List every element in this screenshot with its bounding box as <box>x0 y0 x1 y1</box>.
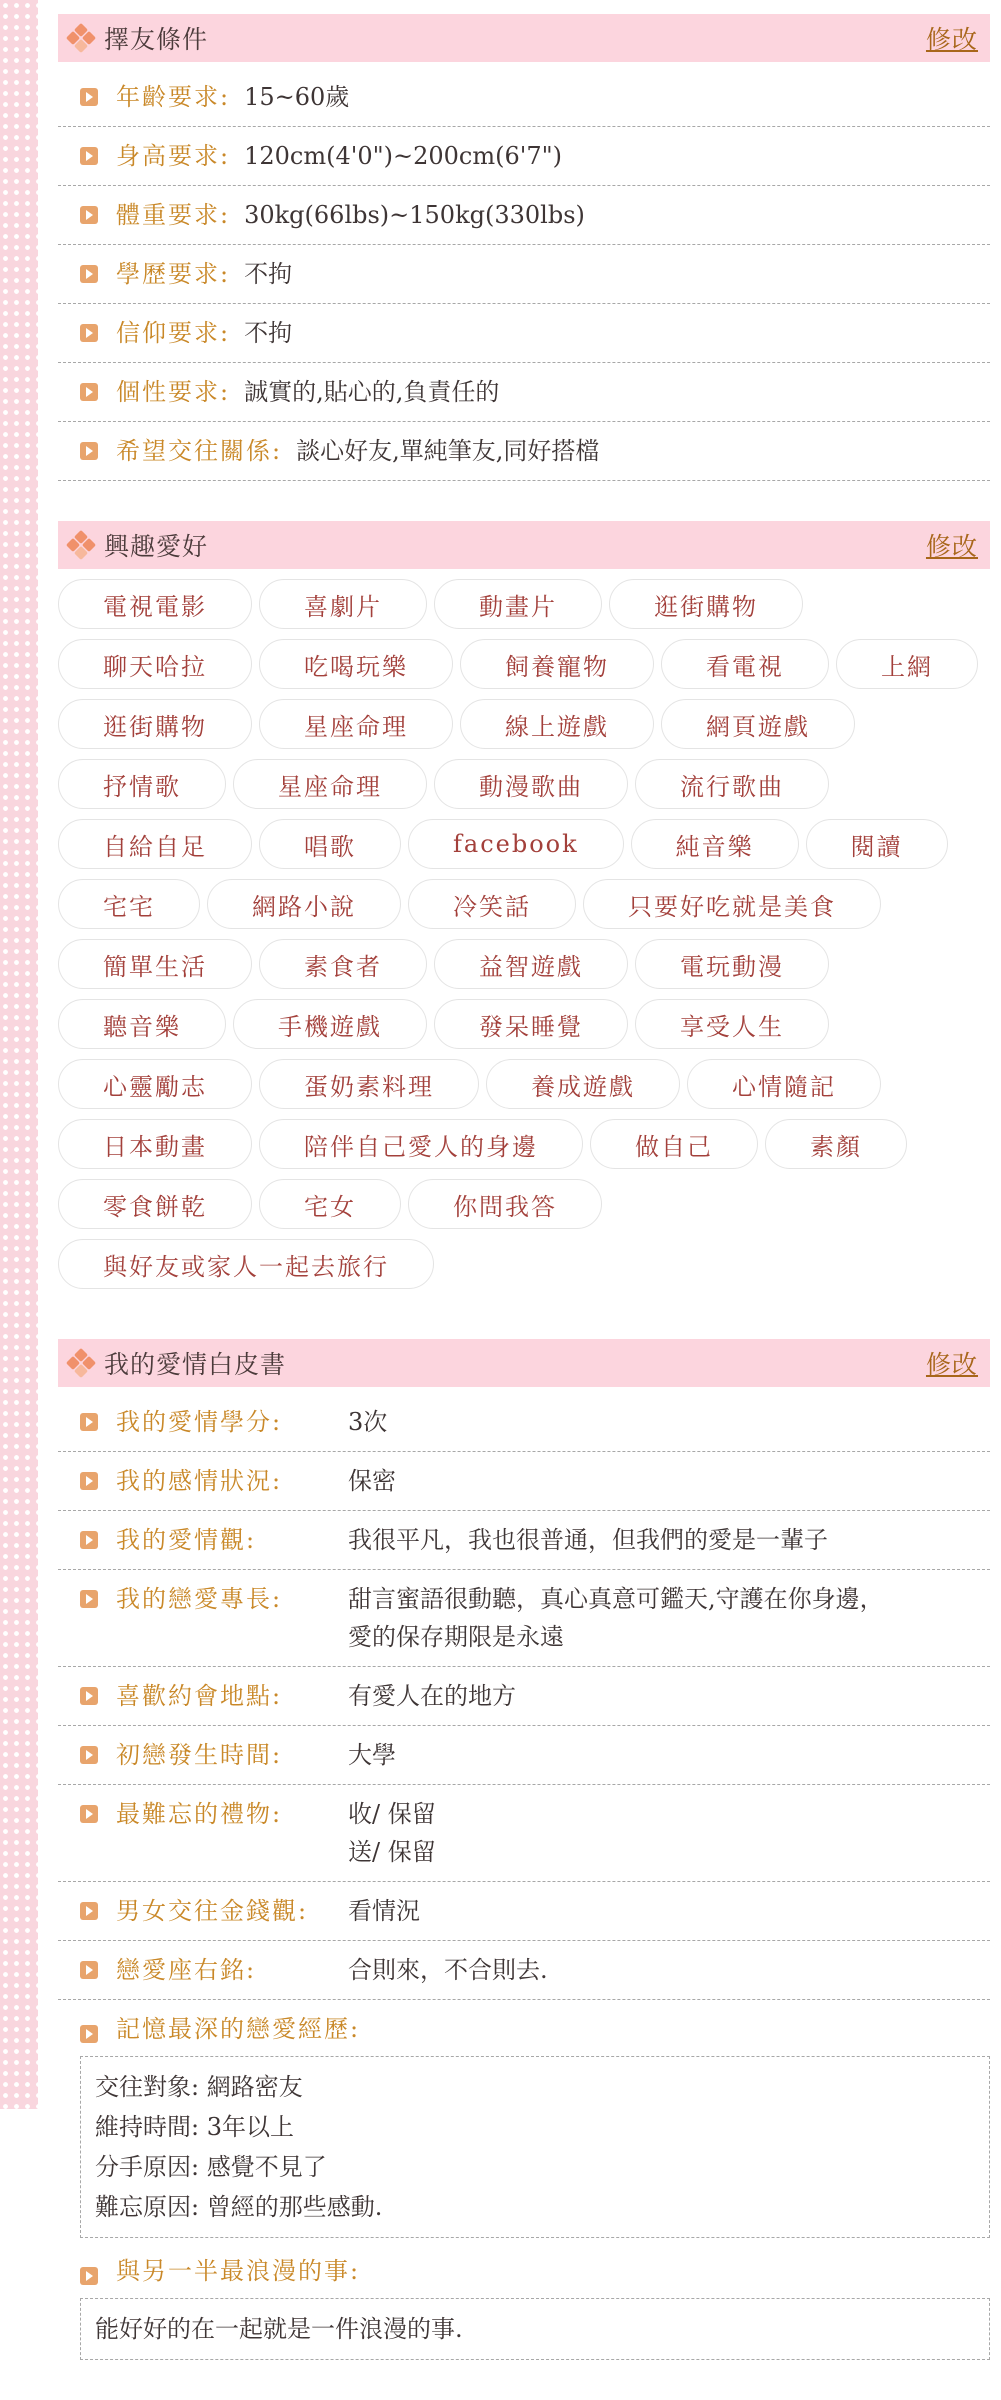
condition-row <box>58 363 990 422</box>
memory-title-row <box>58 2000 990 2056</box>
interest-tags <box>58 569 990 1299</box>
whitepaper-value-line: 大學 <box>348 1741 396 1769</box>
condition-row <box>58 127 990 186</box>
interest-tag[interactable]: 益智遊戲 <box>434 939 628 989</box>
bullet-arrow-icon <box>80 147 98 165</box>
whitepaper-label: 我的愛情觀: <box>116 1526 257 1554</box>
romantic-text: 能好好的在一起就是一件浪漫的事. <box>95 2315 463 2343</box>
memory-line: 維持時間: 3年以上 <box>95 2113 294 2141</box>
whitepaper-value-line: 3次 <box>348 1408 388 1436</box>
bullet-arrow-icon <box>80 2267 98 2285</box>
interest-tag[interactable]: 心靈勵志 <box>58 1059 252 1109</box>
whitepaper-value <box>348 1521 828 1559</box>
section-title: 興趣愛好 <box>104 532 209 561</box>
interest-tag[interactable]: 抒情歌 <box>58 759 226 809</box>
love-whitepaper-rows <box>58 1387 990 2000</box>
interest-tag[interactable]: 心情隨記 <box>687 1059 881 1109</box>
whitepaper-label: 男女交往金錢觀: <box>116 1897 309 1925</box>
whitepaper-row <box>58 1726 990 1785</box>
whitepaper-row <box>58 1393 990 1452</box>
interest-tag[interactable]: 享受人生 <box>635 999 829 1049</box>
love-whitepaper-section <box>58 1339 990 2360</box>
whitepaper-row <box>58 1785 990 1882</box>
flower-icon <box>68 532 94 558</box>
bullet-arrow-icon <box>80 1531 98 1549</box>
interest-tag[interactable]: 上網 <box>836 639 978 689</box>
whitepaper-value <box>348 1403 387 1441</box>
interest-tag[interactable]: 逛街購物 <box>58 699 252 749</box>
bullet-arrow-icon <box>80 206 98 224</box>
condition-row <box>58 186 990 245</box>
interest-tag[interactable]: 宅女 <box>259 1179 401 1229</box>
bullet-arrow-icon <box>80 2025 98 2043</box>
interest-tag[interactable]: 動漫歌曲 <box>434 759 628 809</box>
section-title-wrap <box>68 20 208 56</box>
interest-tag[interactable]: 電視電影 <box>58 579 252 629</box>
condition-label: 體重要求: <box>116 201 231 229</box>
whitepaper-value <box>348 1462 396 1500</box>
condition-row <box>58 68 990 127</box>
bullet-arrow-icon <box>80 1590 98 1608</box>
condition-value: 不拘 <box>244 319 293 347</box>
whitepaper-label: 戀愛座右銘: <box>116 1956 257 1984</box>
edit-link[interactable]: 修改 <box>925 25 978 54</box>
interest-tag[interactable]: 簡單生活 <box>58 939 252 989</box>
memory-line: 交往對象: 網路密友 <box>95 2073 303 2101</box>
condition-row <box>58 304 990 363</box>
interest-tag[interactable]: 養成遊戲 <box>486 1059 680 1109</box>
condition-label: 希望交往關係: <box>116 437 283 465</box>
condition-value: 15~60歲 <box>244 83 350 111</box>
bullet-arrow-icon <box>80 1805 98 1823</box>
bullet-arrow-icon <box>80 324 98 342</box>
whitepaper-row <box>58 1511 990 1570</box>
condition-value: 不拘 <box>244 260 293 288</box>
interest-tag[interactable]: 唱歌 <box>259 819 401 869</box>
interest-tag[interactable]: 聊天哈拉 <box>58 639 252 689</box>
bullet-arrow-icon <box>80 265 98 283</box>
whitepaper-label: 初戀發生時間: <box>116 1741 283 1769</box>
whitepaper-label: 我的戀愛專長: <box>116 1585 283 1613</box>
whitepaper-value-line: 我很平凡，我也很普通，但我們的愛是一輩子 <box>348 1526 828 1554</box>
interest-tag[interactable]: facebook <box>408 819 624 869</box>
interest-tag[interactable]: 線上遊戲 <box>460 699 654 749</box>
condition-label: 年齡要求: <box>116 83 231 111</box>
section-header <box>58 14 990 62</box>
interest-tag[interactable]: 蛋奶素料理 <box>259 1059 479 1109</box>
section-title-wrap <box>68 1345 286 1381</box>
interest-tag[interactable]: 電玩動漫 <box>635 939 829 989</box>
condition-row <box>58 245 990 304</box>
bullet-arrow-icon <box>80 1472 98 1490</box>
section-title-wrap <box>68 527 208 563</box>
interests-section <box>58 521 990 1299</box>
interest-tag[interactable]: 陪伴自己愛人的身邊 <box>259 1119 583 1169</box>
whitepaper-value-line: 保密 <box>348 1467 396 1495</box>
interest-tag[interactable]: 手機遊戲 <box>233 999 427 1049</box>
interest-tag[interactable]: 星座命理 <box>233 759 427 809</box>
memory-box <box>80 2056 990 2238</box>
section-title: 我的愛情白皮書 <box>104 1350 287 1379</box>
interest-tag[interactable]: 喜劇片 <box>259 579 427 629</box>
whitepaper-label: 我的感情狀況: <box>116 1467 283 1495</box>
interest-tag[interactable]: 做自己 <box>590 1119 758 1169</box>
condition-row <box>58 422 990 481</box>
whitepaper-label: 喜歡約會地點: <box>116 1682 283 1710</box>
whitepaper-value-line: 收/ 保留 <box>348 1800 436 1828</box>
whitepaper-value <box>348 1951 548 1989</box>
interest-tag[interactable]: 星座命理 <box>259 699 453 749</box>
profile-content <box>58 0 990 2400</box>
interest-tag[interactable]: 素食者 <box>259 939 427 989</box>
condition-value: 談心好友,單純筆友,同好搭檔 <box>296 437 600 465</box>
interest-tag[interactable]: 閱讀 <box>806 819 948 869</box>
flower-icon <box>68 25 94 51</box>
interest-tag[interactable]: 宅宅 <box>58 879 200 929</box>
condition-value: 30kg(66lbs)~150kg(330lbs) <box>244 201 585 229</box>
whitepaper-label: 最難忘的禮物: <box>116 1800 283 1828</box>
partner-conditions-rows <box>58 62 990 481</box>
interest-tag[interactable]: 流行歌曲 <box>635 759 829 809</box>
whitepaper-value-line: 合則來，不合則去. <box>348 1956 548 1984</box>
condition-label: 身高要求: <box>116 142 231 170</box>
interest-tag[interactable]: 飼養寵物 <box>460 639 654 689</box>
bullet-arrow-icon <box>80 383 98 401</box>
bullet-arrow-icon <box>80 442 98 460</box>
interest-tag[interactable]: 與好友或家人一起去旅行 <box>58 1239 434 1289</box>
condition-label: 學歷要求: <box>116 260 231 288</box>
whitepaper-value <box>348 1795 436 1871</box>
bullet-arrow-icon <box>80 1902 98 1920</box>
edit-link[interactable]: 修改 <box>925 1350 978 1379</box>
condition-label: 信仰要求: <box>116 319 231 347</box>
whitepaper-value-line: 甜言蜜語很動聽，真心真意可鑑天,守護在你身邊， <box>348 1585 884 1613</box>
interest-tag[interactable]: 動畫片 <box>434 579 602 629</box>
whitepaper-value <box>348 1677 516 1715</box>
romantic-box <box>80 2298 990 2360</box>
section-header <box>58 521 990 569</box>
interest-tag[interactable]: 發呆睡覺 <box>434 999 628 1049</box>
whitepaper-label: 我的愛情學分: <box>116 1408 283 1436</box>
interest-tag[interactable]: 看電視 <box>661 639 829 689</box>
interest-tag[interactable]: 自給自足 <box>58 819 252 869</box>
bullet-arrow-icon <box>80 88 98 106</box>
condition-value: 120cm(4'0")~200cm(6'7") <box>244 142 563 170</box>
whitepaper-row <box>58 1667 990 1726</box>
edit-link[interactable]: 修改 <box>925 532 978 561</box>
whitepaper-value-line: 送/ 保留 <box>348 1838 436 1866</box>
condition-value: 誠實的,貼心的,負責任的 <box>244 378 500 406</box>
whitepaper-value <box>348 1892 420 1930</box>
interest-tag[interactable]: 零食餅乾 <box>58 1179 252 1229</box>
whitepaper-row <box>58 1452 990 1511</box>
interest-tag[interactable]: 只要好吃就是美食 <box>583 879 881 929</box>
bullet-arrow-icon <box>80 1687 98 1705</box>
memory-line: 難忘原因: 曾經的那些感動. <box>95 2193 383 2221</box>
whitepaper-value-line: 愛的保存期限是永遠 <box>348 1623 564 1651</box>
memory-line: 分手原因: 感覺不見了 <box>95 2153 327 2181</box>
interest-tag[interactable]: 聽音樂 <box>58 999 226 1049</box>
interest-tag[interactable]: 純音樂 <box>631 819 799 869</box>
interest-tag[interactable]: 網頁遊戲 <box>661 699 855 749</box>
whitepaper-value <box>348 1736 396 1774</box>
section-header <box>58 1339 990 1387</box>
condition-label: 個性要求: <box>116 378 231 406</box>
section-title: 擇友條件 <box>104 25 209 54</box>
interest-tag[interactable]: 網路小說 <box>207 879 401 929</box>
interest-tag[interactable]: 你問我答 <box>408 1179 602 1229</box>
flower-icon <box>68 1350 94 1376</box>
partner-conditions-section <box>58 0 990 481</box>
whitepaper-row <box>58 1941 990 2000</box>
bullet-arrow-icon <box>80 1413 98 1431</box>
romantic-label: 與另一半最浪漫的事: <box>116 2257 361 2285</box>
interest-tag[interactable]: 冷笑話 <box>408 879 576 929</box>
whitepaper-value-line: 看情況 <box>348 1897 420 1925</box>
whitepaper-row <box>58 1882 990 1941</box>
interest-tag[interactable]: 吃喝玩樂 <box>259 639 453 689</box>
interest-tag[interactable]: 素顏 <box>765 1119 907 1169</box>
whitepaper-row <box>58 1570 990 1667</box>
memory-label: 記憶最深的戀愛經歷: <box>116 2015 361 2043</box>
interest-tag[interactable]: 逛街購物 <box>609 579 803 629</box>
whitepaper-value <box>348 1580 884 1656</box>
bullet-arrow-icon <box>80 1961 98 1979</box>
whitepaper-value-line: 有愛人在的地方 <box>348 1682 516 1710</box>
interest-tag[interactable]: 日本動畫 <box>58 1119 252 1169</box>
romantic-title-row <box>58 2238 990 2298</box>
bullet-arrow-icon <box>80 1746 98 1764</box>
decorative-side-strip <box>0 0 38 2109</box>
